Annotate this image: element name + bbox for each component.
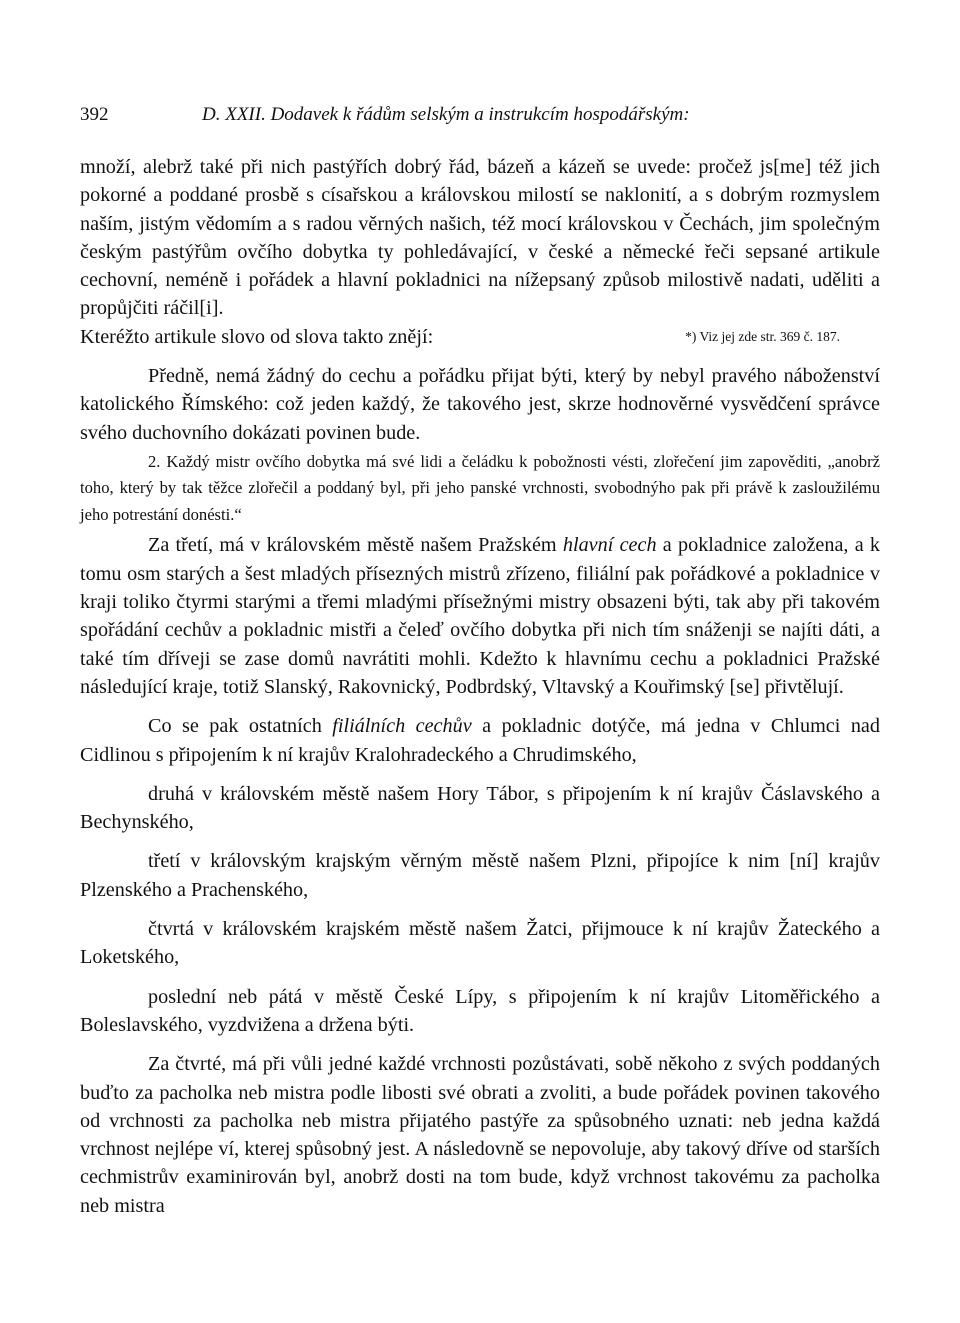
paragraph-5-emphasis: filiálních cechův	[332, 715, 472, 738]
paragraph-5-text-b: a pokladnic dotýče, má jedna v Chlumci nad Cidlinou s připojením k ní krajův Kralohradeckého a Chrudimského,	[80, 715, 880, 766]
page-header	[80, 104, 880, 128]
paragraph-7	[80, 847, 880, 904]
paragraph-6	[80, 780, 880, 837]
paragraph-1	[80, 153, 880, 351]
paragraph-1-end: Kteréžto artikule slovo od slova takto znějí:	[80, 325, 434, 348]
paragraph-2-text: Předně, nemá žádný do cechu a pořádku přijat býti, který by nebyl pravého náboženství katolického Římského: což jeden každý, že takového jest, skrze hodnověrné vysvědčení správce svého duchovního dokázati povinen bude.	[80, 365, 880, 444]
paragraph-3	[80, 449, 880, 529]
footnote-reference: *) Viz jej zde str. 369 č. 187.	[685, 328, 840, 344]
paragraph-3-text: 2. Každý mistr ovčího dobytka má své lidi a čeládku k pobožnosti vésti, zlořečení jim zapověditi, „anobrž toho, který by tak těžce zlořečil a poddaný byl, při jeho panské vrchnosti, svobodnýho pak při právě k zasloužilému jeho potrestání donésti.“	[80, 451, 880, 524]
paragraph-4-emphasis: hlavní cech	[562, 534, 657, 557]
paragraph-2	[80, 362, 880, 447]
running-head: D. XXII. Dodavek k řádům selským a instrukcím hospodářským:	[202, 104, 690, 125]
paragraph-10	[80, 1050, 880, 1220]
page-number: 392	[80, 104, 109, 125]
paragraph-4-text-b: a pokladnice založena, a k tomu osm starých a šest mladých přísezných mistrů zřízeno, filiální pak pořádkové a pokladnice v kraji toliko čtyrmi starými a třemi mladými přísežnými mistry obsazeni býti, tak aby při takovém spořádání cechův a pokladnic mistři a čeleď ovčího dobytka při nich tím snáženji se najíti dáti, a také tím dříveji se zase domů navrátiti mohli. Kdežto k hlavnímu cechu a pokladnici Pražské následující kraje, totiž Slanský, Rakovnický, Podbrdský, Vltavský a Kouřimský [se] přivtělují.	[80, 534, 880, 698]
paragraph-9-text: poslední neb pátá v městě České Lípy, s připojením k ní krajův Litoměřického a Boleslavského, vyzdvižena a držena býti.	[80, 985, 880, 1036]
paragraph-6-text: druhá v královském městě našem Hory Tábor, s připojením k ní krajův Čáslavského a Bechynského,	[80, 782, 880, 834]
paragraph-9	[80, 983, 880, 1040]
paragraph-5-text-a: Co se pak ostatních	[148, 715, 333, 738]
paragraph-4	[80, 531, 880, 701]
paragraph-1-text: množí, alebrž také při nich pastýřích dobrý řád, bázeň a kázeň se uvede: pročež js[me] též jich pokorné a poddané prosbě s císařskou a královskou milostí se naklonití, a s dobrým rozmyslem naším, jistým vědomím a s radou věrných našich, též mocí královskou v Čechách, jim společným českým pastýřům ovčího dobytka ty pohledávající, v české a německé řeči sepsané artikule cechovní, neméně i pořádek a hlavní pokladnici na nížepsaný způsob milostivě nadati, uděliti a propůjčiti ráčil[i].	[80, 156, 880, 320]
paragraph-7-text: třetí v královským krajským věrným městě našem Plzni, připojíce k nim [ní] krajův Plzenského a Prachenského,	[80, 850, 880, 901]
paragraph-8-text: čtvrtá v královském krajském městě našem Žatci, přijmouce k ní krajův Žateckého a Loketského,	[80, 918, 880, 969]
paragraph-4-text-a: Za třetí, má v královském městě našem Pražském	[148, 534, 563, 557]
paragraph-8	[80, 915, 880, 972]
paragraph-5	[80, 712, 880, 769]
paragraph-10-text: Za čtvrté, má při vůli jedné každé vrchnosti pozůstávati, sobě někoho z svých poddaných buďto za pacholka neb mistra podle libosti své obrati a zvoliti, a bude pořádek povinen takového od vrchnosti za pacholka neb mistra přijatého pastýře za spůsobného uznati: neb jedna každá vrchnost nejlépe ví, kterej spůsobný jest. A následovně se nepovoluje, aby takový dříve od starších cechmistrův examinirován byl, anobrž dosti na tom bude, když vrchnost takovému za pacholka neb mistra	[80, 1053, 880, 1217]
body-text	[80, 153, 880, 1220]
